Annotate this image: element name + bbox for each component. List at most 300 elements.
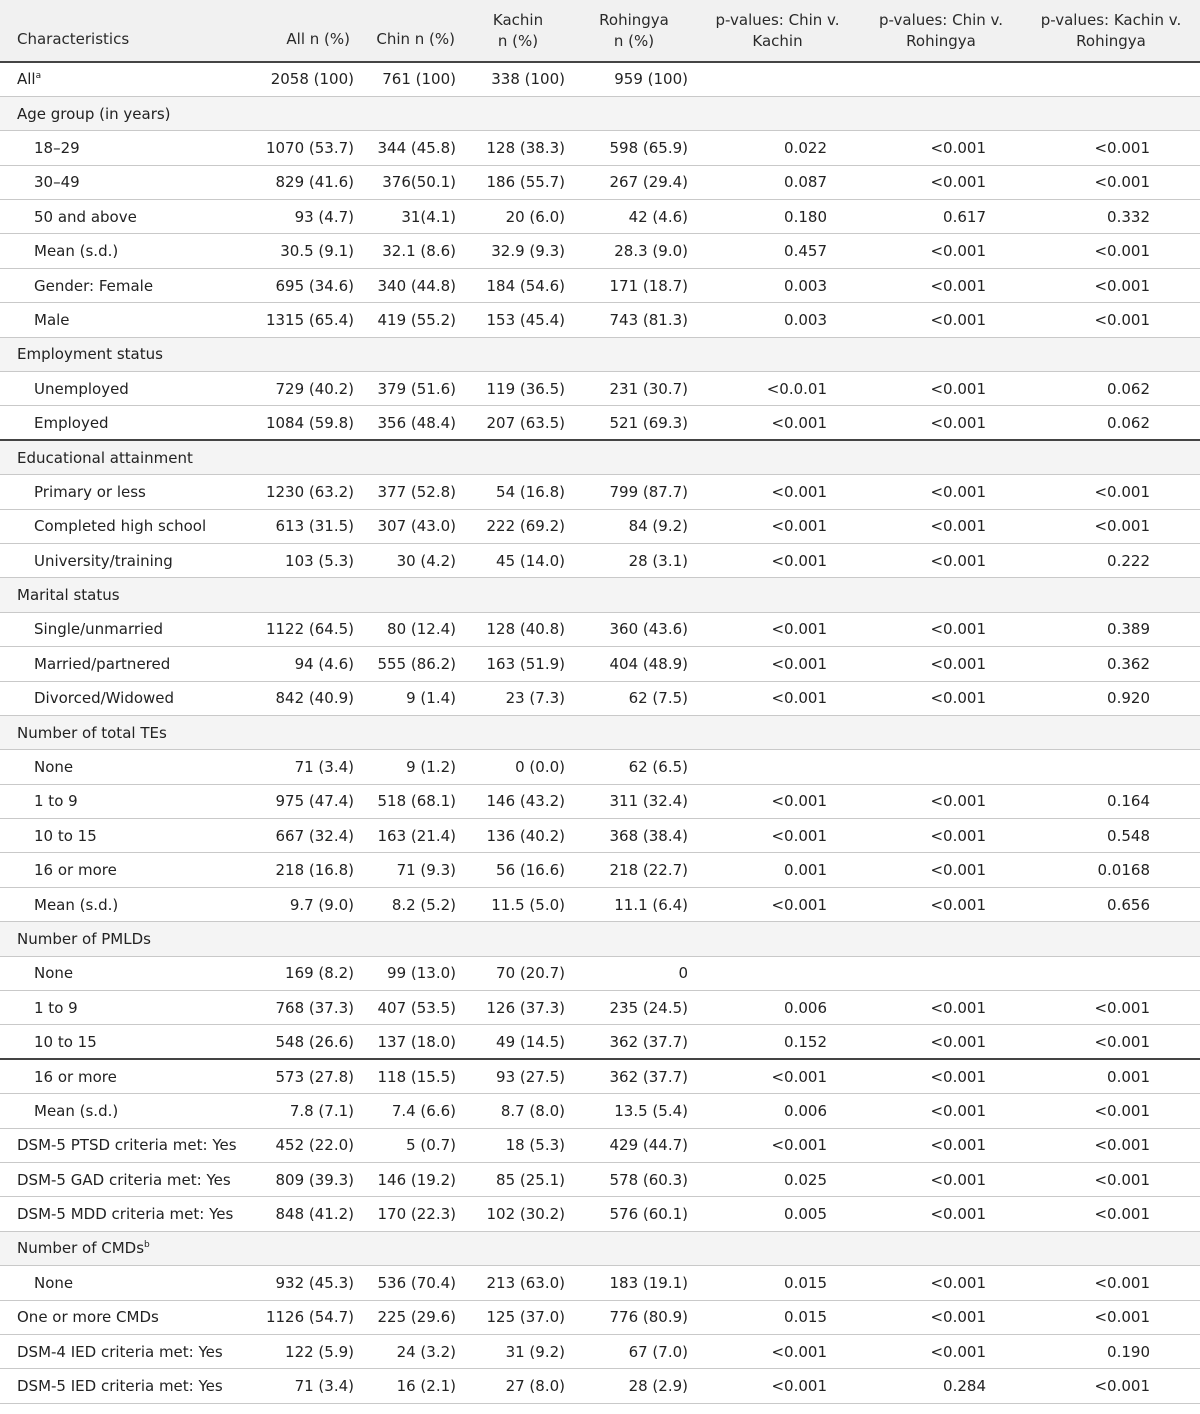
cell-p-kachin-rohingya: 0.0168 bbox=[1097, 861, 1150, 880]
cell-all: 768 (37.3) bbox=[275, 998, 354, 1017]
cell-chin: 7.4 (6.6) bbox=[391, 1101, 456, 1120]
cell-kachin: 27 (8.0) bbox=[505, 1377, 565, 1396]
cell-kachin bbox=[463, 922, 573, 956]
cell-p-chin-kachin: 0.025 bbox=[784, 1170, 827, 1189]
table-row bbox=[0, 1334, 1200, 1368]
cell-kachin: 93 (27.5) bbox=[496, 1067, 565, 1086]
cell-all: 71 (3.4) bbox=[294, 1377, 354, 1396]
cell-chin bbox=[358, 1231, 463, 1265]
cell-kachin: 207 (63.5) bbox=[486, 413, 565, 432]
row-label-text: Primary or less bbox=[34, 482, 146, 501]
cell-chin: 80 (12.4) bbox=[387, 620, 456, 639]
cell-chin: 518 (68.1) bbox=[377, 792, 456, 811]
row-label bbox=[0, 1231, 253, 1265]
header-p-chin-rohingya bbox=[860, 0, 1022, 62]
header-chin: Chin n (%) bbox=[376, 30, 455, 48]
header-rohingya-line2: n (%) bbox=[613, 31, 655, 50]
cell-kachin: 11.5 (5.0) bbox=[491, 895, 565, 914]
cell-rohingya: 183 (19.1) bbox=[609, 1273, 688, 1292]
cell-p-kachin-rohingya: <0.001 bbox=[1094, 1170, 1150, 1189]
row-label bbox=[0, 647, 253, 681]
cell-chin: 137 (18.0) bbox=[377, 1032, 456, 1051]
cell-p-chin-rohingya bbox=[860, 337, 1022, 371]
cell-p-kachin-rohingya: <0.001 bbox=[1094, 517, 1150, 536]
cell-all: 122 (5.9) bbox=[285, 1342, 354, 1361]
cell-chin: 163 (21.4) bbox=[377, 826, 456, 845]
row-label bbox=[0, 715, 253, 749]
cell-p-chin-kachin bbox=[695, 96, 860, 130]
cell-rohingya bbox=[573, 440, 695, 474]
cell-p-chin-rohingya bbox=[860, 440, 1022, 474]
cell-chin: 340 (44.8) bbox=[377, 276, 456, 295]
cell-p-kachin-rohingya bbox=[1022, 750, 1200, 784]
cell-kachin bbox=[463, 578, 573, 612]
cell-all bbox=[253, 715, 358, 749]
row-label bbox=[0, 922, 253, 956]
cell-kachin: 85 (25.1) bbox=[496, 1170, 565, 1189]
cell-rohingya: 67 (7.0) bbox=[628, 1342, 688, 1361]
row-label bbox=[0, 509, 253, 543]
table-row bbox=[0, 991, 1200, 1025]
cell-kachin: 102 (30.2) bbox=[486, 1205, 565, 1224]
cell-p-chin-kachin bbox=[695, 578, 860, 612]
cell-p-kachin-rohingya bbox=[1022, 62, 1200, 96]
cell-kachin: 8.7 (8.0) bbox=[500, 1101, 565, 1120]
row-label-text: 10 to 15 bbox=[34, 1032, 97, 1051]
cell-kachin: 54 (16.8) bbox=[496, 482, 565, 501]
row-label-text: All bbox=[17, 70, 36, 89]
row-label bbox=[0, 612, 253, 646]
cell-rohingya bbox=[573, 922, 695, 956]
row-label bbox=[0, 268, 253, 302]
cell-chin: 170 (22.3) bbox=[377, 1205, 456, 1224]
cell-kachin: 163 (51.9) bbox=[486, 654, 565, 673]
cell-kachin bbox=[463, 1231, 573, 1265]
cell-p-kachin-rohingya: 0.656 bbox=[1107, 895, 1150, 914]
cell-chin: 376(50.1) bbox=[382, 173, 456, 192]
cell-rohingya: 13.5 (5.4) bbox=[614, 1101, 688, 1120]
section-row bbox=[0, 440, 1200, 474]
cell-p-chin-kachin: 0.006 bbox=[784, 1101, 827, 1120]
cell-all: 695 (34.6) bbox=[275, 276, 354, 295]
table-row bbox=[0, 1025, 1200, 1059]
cell-p-chin-rohingya: <0.001 bbox=[930, 482, 986, 501]
cell-all: 218 (16.8) bbox=[275, 861, 354, 880]
row-label bbox=[0, 337, 253, 371]
cell-p-chin-rohingya: <0.001 bbox=[930, 276, 986, 295]
cell-rohingya: 0 bbox=[678, 964, 688, 983]
cell-chin: 307 (43.0) bbox=[377, 517, 456, 536]
table-row bbox=[0, 543, 1200, 577]
cell-rohingya: 429 (44.7) bbox=[609, 1136, 688, 1155]
row-label bbox=[0, 96, 253, 130]
row-label-text: Number of PMLDs bbox=[17, 929, 151, 948]
row-label bbox=[0, 1128, 253, 1162]
cell-rohingya: 799 (87.7) bbox=[609, 482, 688, 501]
row-label bbox=[0, 1334, 253, 1368]
cell-all: 103 (5.3) bbox=[285, 551, 354, 570]
cell-p-kachin-rohingya: 0.362 bbox=[1107, 654, 1150, 673]
cell-p-chin-kachin: 0.457 bbox=[784, 242, 827, 261]
cell-kachin: 56 (16.6) bbox=[496, 861, 565, 880]
cell-kachin: 0 (0.0) bbox=[515, 758, 565, 776]
cell-p-chin-kachin: 0.015 bbox=[784, 1308, 827, 1327]
cell-chin: 24 (3.2) bbox=[396, 1342, 456, 1361]
cell-kachin: 45 (14.0) bbox=[496, 551, 565, 570]
cell-kachin: 32.9 (9.3) bbox=[491, 242, 565, 261]
cell-p-chin-rohingya bbox=[860, 715, 1022, 749]
table-row bbox=[0, 1300, 1200, 1334]
cell-all: 71 (3.4) bbox=[294, 758, 354, 776]
row-label bbox=[0, 681, 253, 715]
cell-p-chin-kachin bbox=[695, 337, 860, 371]
cell-rohingya: 743 (81.3) bbox=[609, 310, 688, 329]
row-label bbox=[0, 1025, 253, 1059]
table-header bbox=[0, 0, 1200, 62]
cell-p-kachin-rohingya: <0.001 bbox=[1094, 310, 1150, 329]
cell-p-chin-kachin: 0.015 bbox=[784, 1273, 827, 1292]
cell-rohingya: 62 (6.5) bbox=[628, 758, 688, 776]
row-label-text: 1 to 9 bbox=[34, 792, 78, 811]
header-p-kachin-rohingya-line1: p-values: Kachin v. bbox=[1040, 10, 1182, 29]
table-row bbox=[0, 1266, 1200, 1300]
cell-chin: 377 (52.8) bbox=[377, 482, 456, 501]
header-p-kachin-rohingya-line2: Rohingya bbox=[1076, 31, 1146, 50]
cell-kachin bbox=[463, 337, 573, 371]
header-kachin bbox=[463, 0, 573, 62]
table-row bbox=[0, 62, 1200, 96]
cell-all: 848 (41.2) bbox=[275, 1205, 354, 1224]
cell-all: 1070 (53.7) bbox=[265, 138, 354, 157]
cell-kachin: 146 (43.2) bbox=[486, 792, 565, 811]
cell-p-chin-rohingya: <0.001 bbox=[930, 517, 986, 536]
table-row bbox=[0, 819, 1200, 853]
cell-p-chin-kachin: 0.003 bbox=[784, 310, 827, 329]
cell-p-chin-kachin: 0.005 bbox=[784, 1205, 827, 1224]
cell-chin: 225 (29.6) bbox=[377, 1308, 456, 1327]
table-row bbox=[0, 131, 1200, 165]
cell-all: 169 (8.2) bbox=[285, 964, 354, 983]
row-label-text: Unemployed bbox=[34, 379, 129, 398]
header-p-kachin-rohingya bbox=[1022, 0, 1200, 62]
cell-all bbox=[253, 1231, 358, 1265]
cell-rohingya: 84 (9.2) bbox=[628, 517, 688, 536]
row-label-text: 50 and above bbox=[34, 207, 137, 226]
cell-p-kachin-rohingya bbox=[1022, 922, 1200, 956]
cell-p-kachin-rohingya: <0.001 bbox=[1094, 998, 1150, 1017]
cell-kachin: 31 (9.2) bbox=[505, 1342, 565, 1361]
table-row bbox=[0, 372, 1200, 406]
cell-kachin: 184 (54.6) bbox=[486, 276, 565, 295]
cell-p-chin-rohingya: <0.001 bbox=[930, 654, 986, 673]
cell-rohingya: 11.1 (6.4) bbox=[614, 895, 688, 914]
cell-p-kachin-rohingya: 0.920 bbox=[1107, 689, 1150, 708]
cell-chin: 16 (2.1) bbox=[396, 1377, 456, 1396]
cell-p-kachin-rohingya: <0.001 bbox=[1094, 173, 1150, 192]
cell-all: 452 (22.0) bbox=[275, 1136, 354, 1155]
cell-rohingya: 360 (43.6) bbox=[609, 620, 688, 639]
row-label-text: Age group (in years) bbox=[17, 104, 171, 123]
cell-kachin: 18 (5.3) bbox=[505, 1136, 565, 1155]
cell-p-chin-kachin: <0.001 bbox=[771, 895, 827, 914]
cell-kachin: 126 (37.3) bbox=[486, 998, 565, 1017]
cell-chin bbox=[358, 922, 463, 956]
cell-p-kachin-rohingya: <0.001 bbox=[1094, 276, 1150, 295]
cell-p-kachin-rohingya: <0.001 bbox=[1094, 1308, 1150, 1327]
cell-chin bbox=[358, 440, 463, 474]
cell-all bbox=[253, 337, 358, 371]
row-label-text: 16 or more bbox=[34, 861, 117, 880]
table-row bbox=[0, 303, 1200, 337]
cell-p-chin-kachin bbox=[695, 1231, 860, 1265]
cell-p-chin-rohingya: <0.001 bbox=[930, 689, 986, 708]
header-p-chin-kachin-line2: Kachin bbox=[752, 31, 803, 50]
cell-p-chin-kachin bbox=[695, 750, 860, 784]
cell-p-chin-kachin: <0.001 bbox=[771, 1067, 827, 1086]
cell-p-kachin-rohingya: 0.062 bbox=[1107, 413, 1150, 432]
row-label-text: Male bbox=[34, 310, 70, 329]
cell-kachin: 222 (69.2) bbox=[486, 517, 565, 536]
table-row bbox=[0, 509, 1200, 543]
table-row bbox=[0, 1163, 1200, 1197]
cell-kachin: 136 (40.2) bbox=[486, 826, 565, 845]
table-row bbox=[0, 1059, 1200, 1093]
row-label bbox=[0, 750, 253, 784]
row-label bbox=[0, 819, 253, 853]
cell-kachin: 128 (40.8) bbox=[486, 620, 565, 639]
row-label-text: None bbox=[34, 1273, 74, 1292]
row-label bbox=[0, 62, 253, 96]
cell-p-kachin-rohingya: 0.332 bbox=[1107, 207, 1150, 226]
cell-p-chin-kachin bbox=[695, 715, 860, 749]
cell-p-kachin-rohingya: <0.001 bbox=[1094, 242, 1150, 261]
row-label-text: Mean (s.d.) bbox=[34, 1101, 119, 1120]
cell-p-chin-kachin: 0.180 bbox=[784, 207, 827, 226]
cell-kachin: 338 (100) bbox=[491, 70, 565, 89]
cell-p-chin-rohingya: <0.001 bbox=[930, 620, 986, 639]
row-label bbox=[0, 1094, 253, 1128]
table-row bbox=[0, 681, 1200, 715]
cell-all: 9.7 (9.0) bbox=[289, 895, 354, 914]
row-label-text: Gender: Female bbox=[34, 276, 154, 295]
cell-chin: 9 (1.4) bbox=[406, 689, 456, 708]
table-row bbox=[0, 200, 1200, 234]
table-row bbox=[0, 647, 1200, 681]
cell-chin: 407 (53.5) bbox=[377, 998, 456, 1017]
header-p-chin-rohingya-line1: p-values: Chin v. bbox=[878, 10, 1004, 29]
row-label bbox=[0, 1369, 253, 1403]
cell-p-kachin-rohingya bbox=[1022, 578, 1200, 612]
cell-p-kachin-rohingya bbox=[1022, 96, 1200, 130]
cell-p-chin-kachin: <0.001 bbox=[771, 792, 827, 811]
row-label bbox=[0, 440, 253, 474]
table-row bbox=[0, 165, 1200, 199]
cell-rohingya: 267 (29.4) bbox=[609, 173, 688, 192]
cell-p-kachin-rohingya: 0.222 bbox=[1107, 551, 1150, 570]
cell-p-kachin-rohingya: 0.062 bbox=[1107, 379, 1150, 398]
cell-chin: 5 (0.7) bbox=[406, 1136, 456, 1155]
cell-chin: 344 (45.8) bbox=[377, 138, 456, 157]
cell-all: 93 (4.7) bbox=[294, 207, 354, 226]
table-row bbox=[0, 612, 1200, 646]
cell-all: 1126 (54.7) bbox=[265, 1308, 354, 1327]
cell-p-kachin-rohingya bbox=[1022, 440, 1200, 474]
row-label-text: None bbox=[34, 758, 74, 776]
cell-all: 842 (40.9) bbox=[275, 689, 354, 708]
cell-p-chin-rohingya: <0.001 bbox=[930, 1205, 986, 1224]
cell-p-chin-rohingya: <0.001 bbox=[930, 826, 986, 845]
cell-all bbox=[253, 440, 358, 474]
cell-kachin bbox=[463, 715, 573, 749]
section-row bbox=[0, 337, 1200, 371]
cell-p-chin-rohingya: <0.001 bbox=[930, 173, 986, 192]
cell-kachin: 20 (6.0) bbox=[505, 207, 565, 226]
cell-p-chin-kachin bbox=[695, 956, 860, 990]
cell-p-chin-kachin: 0.022 bbox=[784, 138, 827, 157]
row-label-text: DSM-4 IED criteria met: Yes bbox=[17, 1342, 223, 1361]
cell-chin bbox=[358, 96, 463, 130]
row-label-text: DSM-5 MDD criteria met: Yes bbox=[17, 1205, 234, 1224]
cell-p-chin-rohingya bbox=[860, 750, 1022, 784]
cell-p-chin-rohingya bbox=[860, 96, 1022, 130]
cell-p-chin-rohingya: <0.001 bbox=[930, 310, 986, 329]
row-label-text: DSM-5 IED criteria met: Yes bbox=[17, 1377, 223, 1396]
cell-chin: 8.2 (5.2) bbox=[391, 895, 456, 914]
cell-p-chin-rohingya: <0.001 bbox=[930, 138, 986, 157]
cell-all: 94 (4.6) bbox=[294, 654, 354, 673]
row-label bbox=[0, 303, 253, 337]
header-kachin-line1: Kachin bbox=[492, 10, 544, 29]
cell-rohingya: 576 (60.1) bbox=[609, 1205, 688, 1224]
cell-chin: 555 (86.2) bbox=[377, 654, 456, 673]
cell-chin: 118 (15.5) bbox=[377, 1067, 456, 1086]
cell-chin: 536 (70.4) bbox=[377, 1273, 456, 1292]
cell-p-chin-kachin: <0.001 bbox=[771, 826, 827, 845]
row-label-text: Single/unmarried bbox=[34, 620, 163, 639]
cell-p-kachin-rohingya: 0.389 bbox=[1107, 620, 1150, 639]
cell-kachin: 153 (45.4) bbox=[486, 310, 565, 329]
header-rohingya-line1: Rohingya bbox=[599, 10, 669, 29]
row-label-text: DSM-5 PTSD criteria met: Yes bbox=[17, 1136, 237, 1155]
cell-p-chin-rohingya: <0.001 bbox=[930, 998, 986, 1017]
table-row bbox=[0, 234, 1200, 268]
cell-chin: 761 (100) bbox=[382, 70, 456, 89]
cell-rohingya bbox=[573, 337, 695, 371]
cell-rohingya: 28 (2.9) bbox=[628, 1377, 688, 1396]
row-label-text: Mean (s.d.) bbox=[34, 242, 119, 261]
cell-p-chin-kachin: <0.0.01 bbox=[766, 379, 827, 398]
section-row bbox=[0, 1231, 1200, 1265]
cell-p-chin-kachin: 0.001 bbox=[784, 861, 827, 880]
cell-rohingya: 404 (48.9) bbox=[609, 654, 688, 673]
row-label-text: 30–49 bbox=[34, 173, 80, 192]
cell-all: 975 (47.4) bbox=[275, 792, 354, 811]
cell-all bbox=[253, 578, 358, 612]
row-label-text: One or more CMDs bbox=[17, 1308, 159, 1327]
header-p-chin-kachin-line1: p-values: Chin v. bbox=[715, 10, 840, 29]
cell-p-kachin-rohingya bbox=[1022, 956, 1200, 990]
row-label bbox=[0, 578, 253, 612]
section-row bbox=[0, 578, 1200, 612]
cell-p-chin-kachin: <0.001 bbox=[771, 1377, 827, 1396]
cell-kachin bbox=[463, 96, 573, 130]
row-label bbox=[0, 991, 253, 1025]
header-kachin-line2: n (%) bbox=[497, 31, 539, 50]
cell-p-kachin-rohingya bbox=[1022, 337, 1200, 371]
row-label-text: None bbox=[34, 964, 74, 983]
table-row bbox=[0, 268, 1200, 302]
row-label bbox=[0, 1163, 253, 1197]
cell-rohingya: 776 (80.9) bbox=[609, 1308, 688, 1327]
row-label-text: Completed high school bbox=[34, 517, 207, 536]
row-label bbox=[0, 1266, 253, 1300]
cell-kachin: 213 (63.0) bbox=[486, 1273, 565, 1292]
cell-rohingya: 62 (7.5) bbox=[628, 689, 688, 708]
cell-kachin: 128 (38.3) bbox=[486, 138, 565, 157]
table-body bbox=[0, 62, 1200, 1403]
cell-rohingya: 311 (32.4) bbox=[609, 792, 688, 811]
cell-p-chin-kachin: <0.001 bbox=[771, 689, 827, 708]
cell-all: 1230 (63.2) bbox=[265, 482, 354, 501]
footnote-marker: b bbox=[144, 1240, 150, 1251]
cell-p-chin-rohingya: <0.001 bbox=[930, 379, 986, 398]
cell-all: 932 (45.3) bbox=[275, 1273, 354, 1292]
row-label bbox=[0, 131, 253, 165]
cell-kachin bbox=[463, 440, 573, 474]
cell-chin bbox=[358, 578, 463, 612]
row-label bbox=[0, 234, 253, 268]
cell-p-chin-rohingya: <0.001 bbox=[930, 1067, 986, 1086]
cell-p-chin-rohingya: <0.001 bbox=[930, 1032, 986, 1051]
cell-rohingya: 959 (100) bbox=[614, 70, 688, 89]
cell-p-chin-rohingya bbox=[860, 62, 1022, 96]
cell-p-kachin-rohingya: <0.001 bbox=[1094, 1032, 1150, 1051]
cell-p-chin-rohingya: 0.617 bbox=[943, 207, 986, 226]
cell-chin: 71 (9.3) bbox=[396, 861, 456, 880]
row-label-text: 1 to 9 bbox=[34, 998, 78, 1017]
cell-p-chin-rohingya: <0.001 bbox=[930, 1273, 986, 1292]
cell-all: 30.5 (9.1) bbox=[280, 242, 354, 261]
cell-kachin: 119 (36.5) bbox=[486, 379, 565, 398]
cell-rohingya: 28.3 (9.0) bbox=[614, 242, 688, 261]
cell-kachin: 70 (20.7) bbox=[496, 964, 565, 983]
cell-p-kachin-rohingya: <0.001 bbox=[1094, 1205, 1150, 1224]
cell-rohingya: 218 (22.7) bbox=[609, 861, 688, 880]
row-label-text: 16 or more bbox=[34, 1067, 117, 1086]
cell-kachin: 186 (55.7) bbox=[486, 173, 565, 192]
cell-p-chin-kachin bbox=[695, 440, 860, 474]
cell-p-chin-rohingya bbox=[860, 578, 1022, 612]
row-label bbox=[0, 1059, 253, 1093]
cell-chin: 146 (19.2) bbox=[377, 1170, 456, 1189]
cell-p-kachin-rohingya: <0.001 bbox=[1094, 138, 1150, 157]
cell-p-kachin-rohingya: 0.548 bbox=[1107, 826, 1150, 845]
table-row bbox=[0, 1128, 1200, 1162]
cell-p-chin-rohingya: <0.001 bbox=[930, 242, 986, 261]
section-row bbox=[0, 922, 1200, 956]
cell-p-chin-rohingya bbox=[860, 1231, 1022, 1265]
table-row bbox=[0, 750, 1200, 784]
header-p-chin-kachin bbox=[695, 0, 860, 62]
row-label bbox=[0, 1197, 253, 1231]
cell-rohingya: 521 (69.3) bbox=[609, 413, 688, 432]
cell-chin: 9 (1.2) bbox=[406, 758, 456, 776]
section-row bbox=[0, 715, 1200, 749]
cell-chin: 419 (55.2) bbox=[377, 310, 456, 329]
cell-p-chin-kachin: <0.001 bbox=[771, 517, 827, 536]
cell-chin: 356 (48.4) bbox=[377, 413, 456, 432]
cell-rohingya: 578 (60.3) bbox=[609, 1170, 688, 1189]
